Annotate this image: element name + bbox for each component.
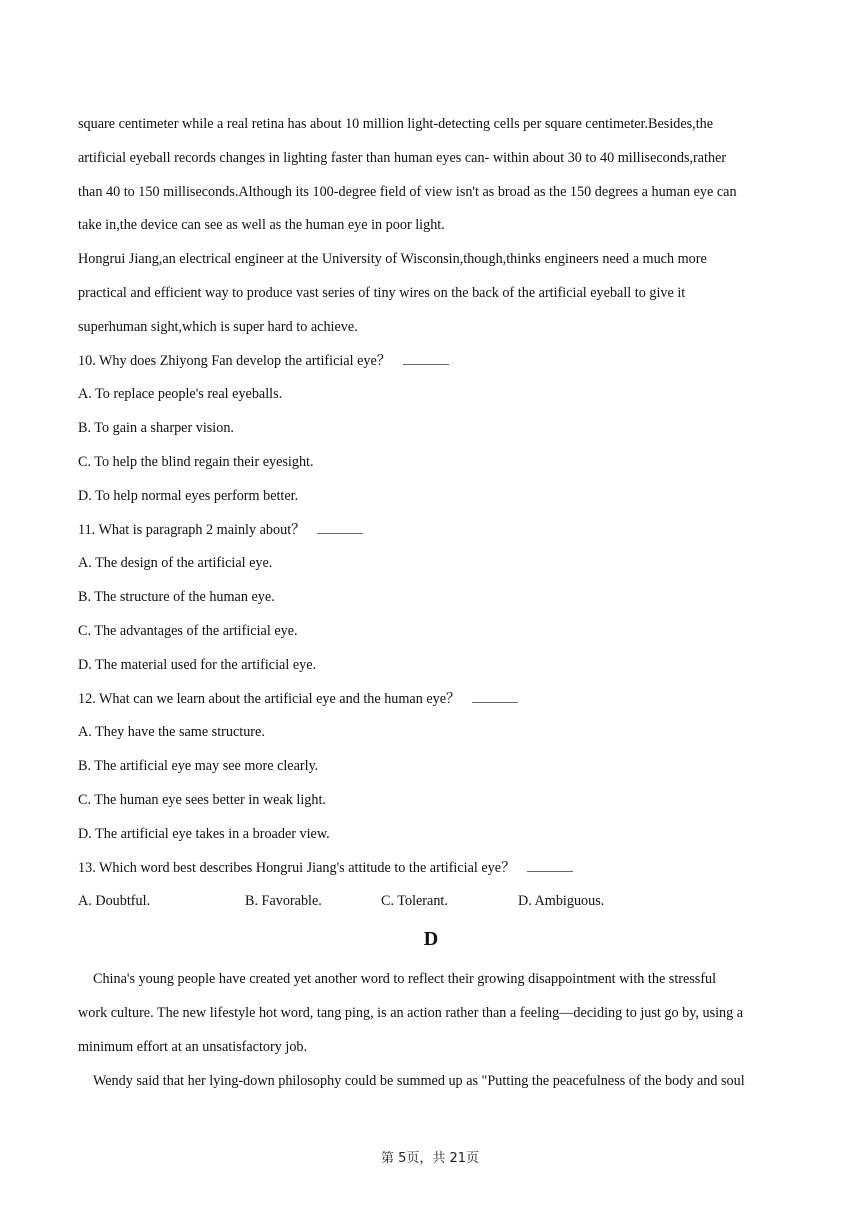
option-d: D. To help normal eyes perform better. — [78, 487, 299, 504]
paragraph-line: artificial eyeball records changes in lighting faster than human eyes can- within about 30 to 40 milliseconds,rather — [78, 149, 727, 166]
page-content — [78, 108, 784, 1098]
paragraph-line: Hongrui Jiang,an electrical engineer at the University of Wisconsin,though,thinks engineers need a much more — [78, 251, 707, 268]
paragraph-line: Wendy said that her lying-down philosophy could be summed up as "Putting the peacefulness of the body and soul — [93, 1072, 745, 1089]
option-c: C. The advantages of the artificial eye. — [78, 622, 298, 639]
paragraph-line: work culture. The new lifestyle hot word, tang ping, is an action rather than a feeling—deciding to just go by, using a — [78, 1004, 744, 1021]
question-11 — [78, 514, 784, 683]
option-d: D. The artificial eye takes in a broader view. — [78, 825, 330, 842]
option-a: A. To replace people's real eyeballs. — [78, 386, 283, 403]
question-10 — [78, 345, 784, 514]
option-d: D. The material used for the artificial eye. — [78, 656, 317, 673]
passage-d — [78, 963, 784, 1098]
answer-blank[interactable] — [403, 350, 449, 365]
option-b: B. To gain a sharper vision. — [78, 420, 234, 437]
answer-blank[interactable] — [317, 519, 363, 534]
option-c: C. Tolerant. — [381, 893, 448, 910]
question-12 — [78, 683, 784, 852]
passage-c-tail — [78, 108, 784, 345]
option-b: B. The artificial eye may see more clearly. — [78, 758, 319, 775]
option-b: B. The structure of the human eye. — [78, 589, 275, 606]
option-row — [78, 885, 784, 919]
paragraph-line: take in,the device can see as well as the human eye in poor light. — [78, 217, 445, 234]
option-b: B. Favorable. — [245, 893, 322, 910]
page-number-footer: 第 5页，共 21页 — [380, 1151, 480, 1166]
option-c: C. The human eye sees better in weak light. — [78, 791, 326, 808]
question-text: 11. What is paragraph 2 mainly about？ — [78, 521, 306, 538]
answer-blank[interactable] — [472, 688, 518, 703]
question-stem — [78, 345, 784, 379]
option-c: C. To help the blind regain their eyesight. — [78, 453, 314, 470]
paragraph-line: superhuman sight,which is super hard to achieve. — [78, 318, 358, 335]
option-a: A. They have the same structure. — [78, 724, 265, 741]
paragraph-line: than 40 to 150 milliseconds.Although its 100-degree field of view isn't as broad as the 150 degrees a human eye can — [78, 183, 737, 200]
question-stem — [78, 852, 784, 886]
question-13 — [78, 852, 784, 920]
paragraph-line: minimum effort at an unsatisfactory job. — [78, 1038, 308, 1055]
option-d: D. Ambiguous. — [518, 893, 605, 910]
option-a: A. The design of the artificial eye. — [78, 555, 273, 572]
paragraph-line: square centimeter while a real retina has about 10 million light-detecting cells per square centimeter.Besides,the — [78, 116, 714, 132]
question-text: 13. Which word best describes Hongrui Jiang's attitude to the artificial eye？ — [78, 859, 516, 876]
section-heading: D — [423, 928, 439, 951]
question-text: 10. Why does Zhiyong Fan develop the artificial eye？ — [78, 352, 391, 369]
option-a: A. Doubtful. — [78, 893, 151, 910]
paragraph-line: China's young people have created yet another word to reflect their growing disappointment with the stressful — [93, 971, 717, 988]
answer-blank[interactable] — [527, 857, 573, 872]
question-text: 12. What can we learn about the artificial eye and the human eye？ — [78, 690, 461, 707]
paragraph-line: practical and efficient way to produce vast series of tiny wires on the back of the artificial eyeball to give it — [78, 284, 686, 301]
question-stem — [78, 683, 784, 717]
question-stem — [78, 514, 784, 548]
